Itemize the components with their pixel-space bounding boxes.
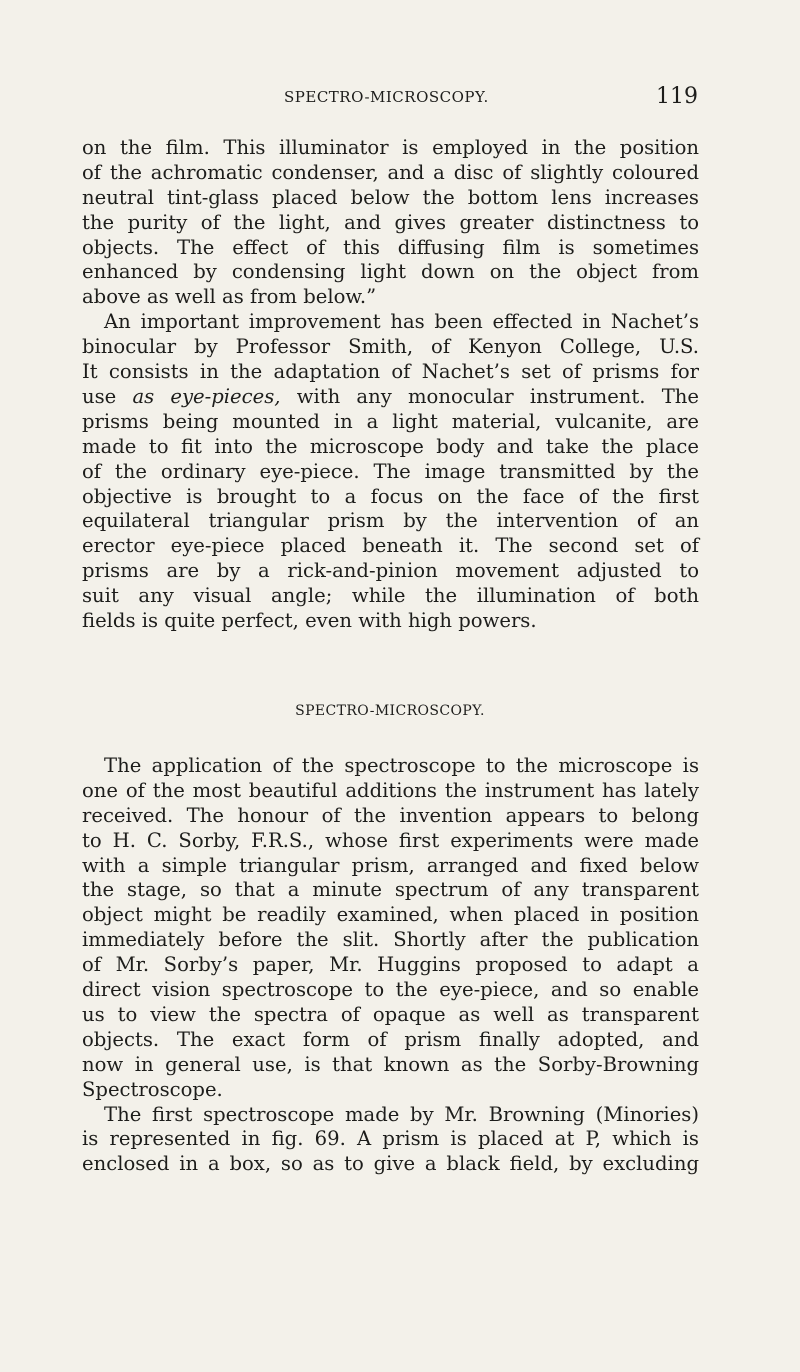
text-line: The application of the spectroscope to the microscope is — [104, 754, 699, 777]
section-heading: SPECTRO-MICROSCOPY. — [295, 703, 485, 719]
text-line: the purity of the light, and gives greater distinctness to — [82, 210, 699, 234]
text-line: of Mr. Sorby’s paper, Mr. Huggins proposed to adapt a — [82, 953, 699, 977]
text-line: Spectroscope. — [82, 1077, 223, 1101]
paragraph-spectroscope-history — [82, 754, 699, 1102]
text-line: the stage, so that a minute spectrum of any transparent — [82, 878, 699, 902]
text-line: of the achromatic condenser, and a disc of slightly coloured — [82, 160, 699, 184]
text-line: to H. C. Sorby, F.R.S., whose first experiments were made — [82, 828, 699, 852]
text-line — [82, 385, 699, 410]
text-run: with any monocular instrument. The — [280, 384, 699, 408]
text-line: neutral tint-glass placed below the bottom lens increases — [82, 185, 699, 209]
text-line: of the ordinary eye-piece. The image transmitted by the — [82, 459, 699, 483]
text-line: one of the most beautiful additions the instrument has lately — [82, 778, 699, 802]
text-line: made to fit into the microscope body and take the place — [82, 434, 699, 458]
text-line: immediately before the slit. Shortly after the publication — [82, 928, 699, 952]
page-number: 119 — [656, 84, 698, 109]
text-line: us to view the spectra of opaque as well as transparent — [82, 1002, 699, 1026]
text-line: enhanced by condensing light down on the object from — [82, 260, 699, 284]
text-line: is represented in fig. 69. A prism is placed at P, which is — [82, 1127, 699, 1151]
text-line: The first spectroscope made by Mr. Browning (Minories) — [104, 1102, 699, 1126]
text-line: It consists in the adaptation of Nachet’s set of prisms for — [82, 360, 699, 384]
text-line: with a simple triangular prism, arranged and fixed below — [82, 853, 699, 877]
text-line: An important improvement has been effected in Nachet’s — [104, 310, 699, 334]
text-line: object might be readily examined, when placed in position — [82, 903, 699, 927]
text-line: received. The honour of the invention appears to belong — [82, 803, 699, 827]
text-line: prisms being mounted in a light material, vulcanite, are — [82, 409, 699, 433]
text-line: erector eye-piece placed beneath it. The second set of — [82, 534, 699, 558]
text-line: objects. The effect of this diffusing film is sometimes — [82, 235, 699, 259]
text-line: direct vision spectroscope to the eye-piece, and so enable — [82, 978, 699, 1002]
running-head-title: SPECTRO-MICROSCOPY. — [284, 88, 489, 106]
text-line: suit any visual angle; while the illumination of both — [82, 584, 699, 608]
text-line: equilateral triangular prism by the intervention of an — [82, 509, 699, 533]
text-line: binocular by Professor Smith, of Kenyon College, U.S. — [82, 335, 699, 359]
text-line: objects. The exact form of prism finally adopted, and — [82, 1027, 699, 1051]
text-line: on the film. This illuminator is employed in the position — [82, 136, 699, 159]
text-line: above as well as from below.” — [82, 285, 377, 309]
text-run: use — [82, 384, 133, 408]
paragraph-continued — [82, 136, 699, 310]
paragraph-nachet-binocular — [82, 310, 699, 634]
text-line: now in general use, is that known as the Sorby-Browning — [82, 1052, 699, 1076]
paragraph-browning-spectroscope — [82, 1103, 699, 1178]
text-line: fields is quite perfect, even with high powers. — [82, 608, 537, 632]
italic-phrase: as eye-pieces, — [132, 384, 281, 408]
text-line: objective is brought to a focus on the face of the first — [82, 484, 699, 508]
text-line: prisms are by a rick-and-pinion movement adjusted to — [82, 559, 699, 583]
text-line: enclosed in a box, so as to give a black field, by excluding — [82, 1152, 699, 1176]
